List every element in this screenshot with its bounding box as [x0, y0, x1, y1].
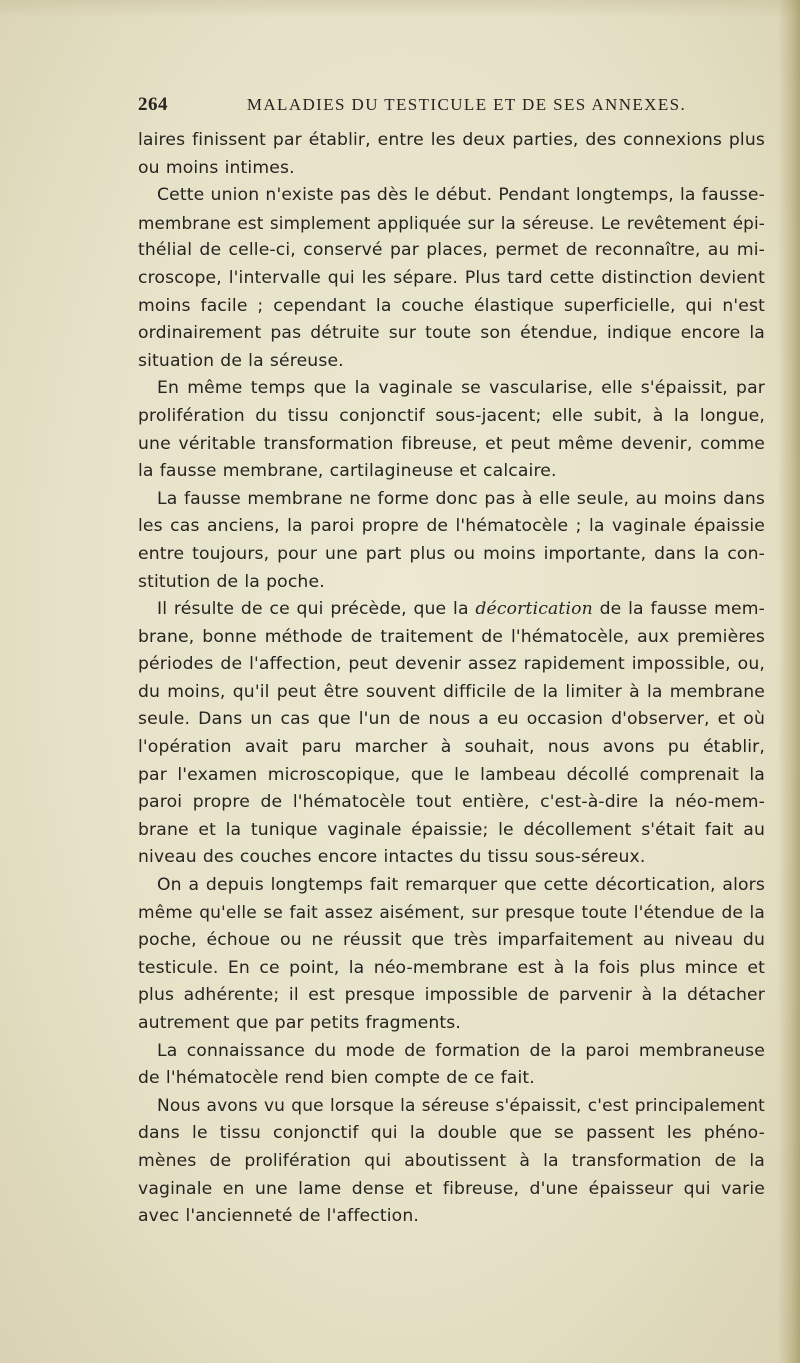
text-line: avec l'ancienneté de l'affection.: [138, 1206, 419, 1227]
text-segment: Il résulte de ce qui précède, que la: [157, 599, 476, 620]
text-line: ordinairement pas détruite sur toute son étendue, indique encore la: [138, 323, 765, 344]
text-line: mènes de prolifération qui aboutissent à la transformation de la: [138, 1150, 765, 1171]
text-line: Nous avons vu que lorsque la séreuse s'épaissit, c'est principalement: [157, 1095, 765, 1116]
text-line: La connaissance du mode de formation de la paroi membraneuse: [157, 1040, 765, 1061]
text-line: Cette union n'existe pas dès le début. Pendant longtemps, la fausse-: [157, 185, 765, 206]
text-line: brane, bonne méthode de traitement de l'hématocèle, aux premières: [138, 626, 765, 647]
text-line: membrane est simplement appliquée sur la séreuse. Le revêtement épi-: [138, 212, 765, 233]
text-line: même qu'elle se fait assez aisément, sur presque toute l'étendue de la: [138, 902, 765, 923]
text-line: La fausse membrane ne forme donc pas à elle seule, au moins dans: [157, 488, 765, 509]
text-line: stitution de la poche.: [138, 571, 325, 592]
text-line: poche, échoue ou ne réussit que très imparfaitement au niveau du: [138, 930, 765, 951]
text-line: l'opération avait paru marcher à souhait, nous avons pu établir,: [138, 737, 765, 758]
text-line: brane et la tunique vaginale épaissie; le décollement s'était fait au: [138, 819, 765, 840]
text-line: testicule. En ce point, la néo-membrane est à la fois plus mince et: [138, 957, 765, 978]
text-line: En même temps que la vaginale se vascularise, elle s'épaissit, par: [157, 378, 765, 399]
text-line: [138, 596, 765, 624]
text-line: croscope, l'intervalle qui les sépare. Plus tard cette distinction devient: [138, 267, 765, 288]
text-segment: de la fausse mem-: [592, 599, 765, 620]
text-line: par l'examen microscopique, que le lambeau décollé comprenait la: [138, 764, 765, 785]
page-edge-shadow: [778, 0, 800, 1363]
text-line: vaginale en une lame dense et fibreuse, d'une épaisseur qui varie: [138, 1178, 765, 1199]
text-line: une véritable transformation fibreuse, et peut même devenir, comme: [138, 433, 765, 454]
text-line: entre toujours, pour une part plus ou moins importante, dans la con-: [138, 543, 765, 564]
text-line: dans le tissu conjonctif qui la double que se passent les phéno-: [138, 1123, 765, 1144]
text-line: prolifération du tissu conjonctif sous-jacent; elle subit, à la longue,: [138, 405, 765, 426]
text-line: ou moins intimes.: [138, 157, 295, 178]
text-line: On a depuis longtemps fait remarquer que cette décortication, alors: [157, 875, 765, 896]
page-shadow-top: [0, 0, 800, 18]
text-line: niveau des couches encore intactes du tissu sous-séreux.: [138, 847, 646, 868]
text-line: moins facile ; cependant la couche élastique superficielle, qui n'est: [138, 295, 765, 316]
text-line: paroi propre de l'hématocèle tout entière, c'est-à-dire la néo-mem-: [138, 792, 765, 813]
body-text: [138, 127, 765, 1231]
italic-term: décortication: [475, 599, 593, 620]
text-line: périodes de l'affection, peut devenir assez rapidement impossible, ou,: [138, 654, 765, 675]
text-line: de l'hématocèle rend bien compte de ce fait.: [138, 1068, 535, 1089]
text-line: du moins, qu'il peut être souvent difficile de la limiter à la membrane: [138, 681, 765, 702]
text-line: laires finissent par établir, entre les deux parties, des connexions plus: [138, 130, 765, 150]
text-line: situation de la séreuse.: [138, 350, 344, 371]
text-line: thélial de celle-ci, conservé par places, permet de reconnaître, au mi-: [138, 240, 765, 261]
text-line: la fausse membrane, cartilagineuse et calcaire.: [138, 461, 557, 482]
running-title: MALADIES DU TESTICULE ET DE SES ANNEXES.: [246, 95, 687, 114]
text-line: seule. Dans un cas que l'un de nous a eu occasion d'observer, et où: [138, 709, 765, 730]
text-line: plus adhérente; il est presque impossible de parvenir à la détacher: [138, 985, 765, 1006]
text-line: autrement que par petits fragments.: [138, 1013, 461, 1033]
page-header: [138, 94, 765, 120]
page-number: 264: [138, 94, 168, 115]
text-line: les cas anciens, la paroi propre de l'hématocèle ; la vaginale épaissie: [138, 516, 765, 537]
